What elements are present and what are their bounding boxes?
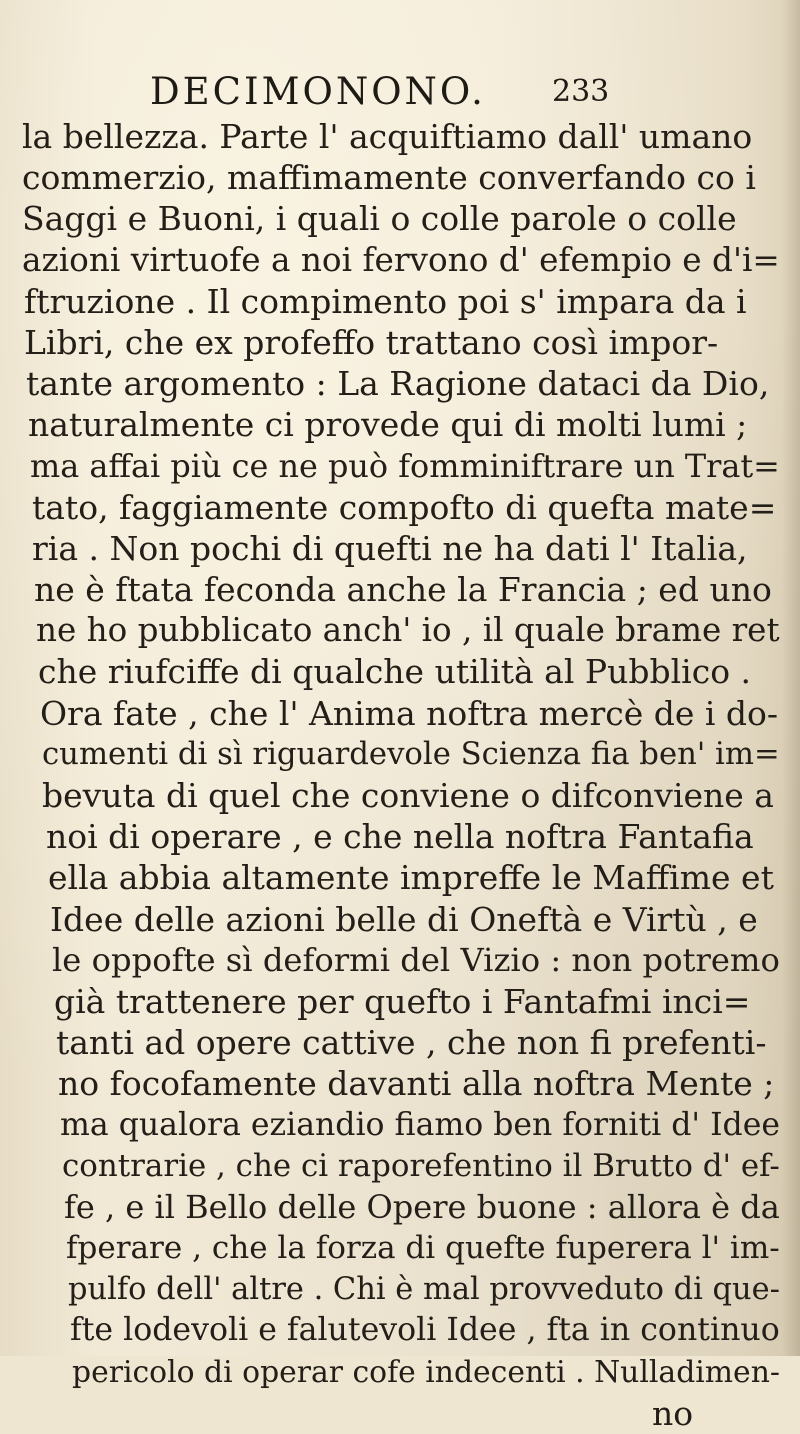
text-line: Saggi e Buoni, i quali o colle parole o colle — [22, 199, 737, 239]
text-line: già trattenere per quefto i Fantafmi inci= — [54, 981, 751, 1021]
text-line: ne ho pubblicato anch' io , il quale brame ret — [36, 611, 780, 650]
text-line: bevuta di quel che conviene o difconviene a — [42, 776, 774, 815]
running-title: DECIMONONO. — [150, 70, 486, 113]
text-line: le oppofte sì deformi del Vizio : non potremo — [52, 940, 780, 979]
text-line: no focofamente davanti alla noftra Mente ; — [58, 1064, 775, 1104]
page-header — [90, 70, 650, 113]
text-line: contrarie , che ci raporefentino il Brutto d' ef- — [62, 1147, 780, 1184]
text-line: Libri, che ex profeffo trattano così impor- — [24, 322, 719, 362]
text-line: pulfo dell' altre . Chi è mal provveduto di que- — [68, 1272, 780, 1308]
text-line: fte lodevoli e falutevoli Idee , fta in continuo — [70, 1312, 780, 1349]
text-line: azioni virtuofe a noi fervono d' efempio e d'i= — [22, 240, 780, 279]
text-line: tante argomento : La Ragione dataci da Dio, — [26, 364, 770, 404]
text-line: commerzio, maffimamente converfando co i — [22, 158, 756, 198]
text-line: noi di operare , e che nella noftra Fantafia — [46, 817, 754, 857]
text-line: ella abbia altamente impreffe le Maffime et — [48, 858, 774, 898]
text-line: cumenti di sì riguardevole Scienza fia ben' im= — [42, 736, 780, 772]
text-line: che riufciffe di qualche utilità al Pubblico . — [38, 652, 752, 692]
text-line: ne è ftata feconda anche la Francia ; ed uno — [34, 570, 772, 610]
page-number: 233 — [552, 74, 610, 109]
text-line: Ora fate , che l' Anima noftra mercè de i do- — [40, 693, 779, 733]
text-line: ria . Non pochi di quefti ne ha dati l' Italia, — [32, 528, 748, 568]
text-line: ma affai più ce ne può fomminiftrare un Trat= — [30, 446, 780, 485]
text-line: tato, faggiamente compofto di quefta mate= — [32, 487, 777, 527]
text-line: pericolo di operar cofe indecenti . Nulladimen- — [72, 1354, 780, 1390]
text-line: ma qualora eziandio fiamo ben forniti d' Idee — [60, 1106, 780, 1143]
text-line: ftruzione . Il compimento poi s' impara da i — [24, 281, 747, 321]
text-line: fperare , che la forza di quefte fuperera l' im- — [66, 1230, 780, 1267]
text-line: Idee delle azioni belle di Oneftà e Virtù , e — [50, 899, 758, 939]
body-text — [22, 116, 780, 1434]
catchword: no — [652, 1393, 694, 1433]
text-line: tanti ad opere cattive , che non fi prefenti- — [56, 1023, 767, 1063]
text-line: la bellezza. Parte l' acquiftiamo dall' umano — [22, 117, 753, 156]
text-line: fe , e il Bello delle Opere buone : allora è da — [64, 1187, 780, 1226]
text-line: naturalmente ci provede qui di molti lumi ; — [28, 405, 748, 445]
